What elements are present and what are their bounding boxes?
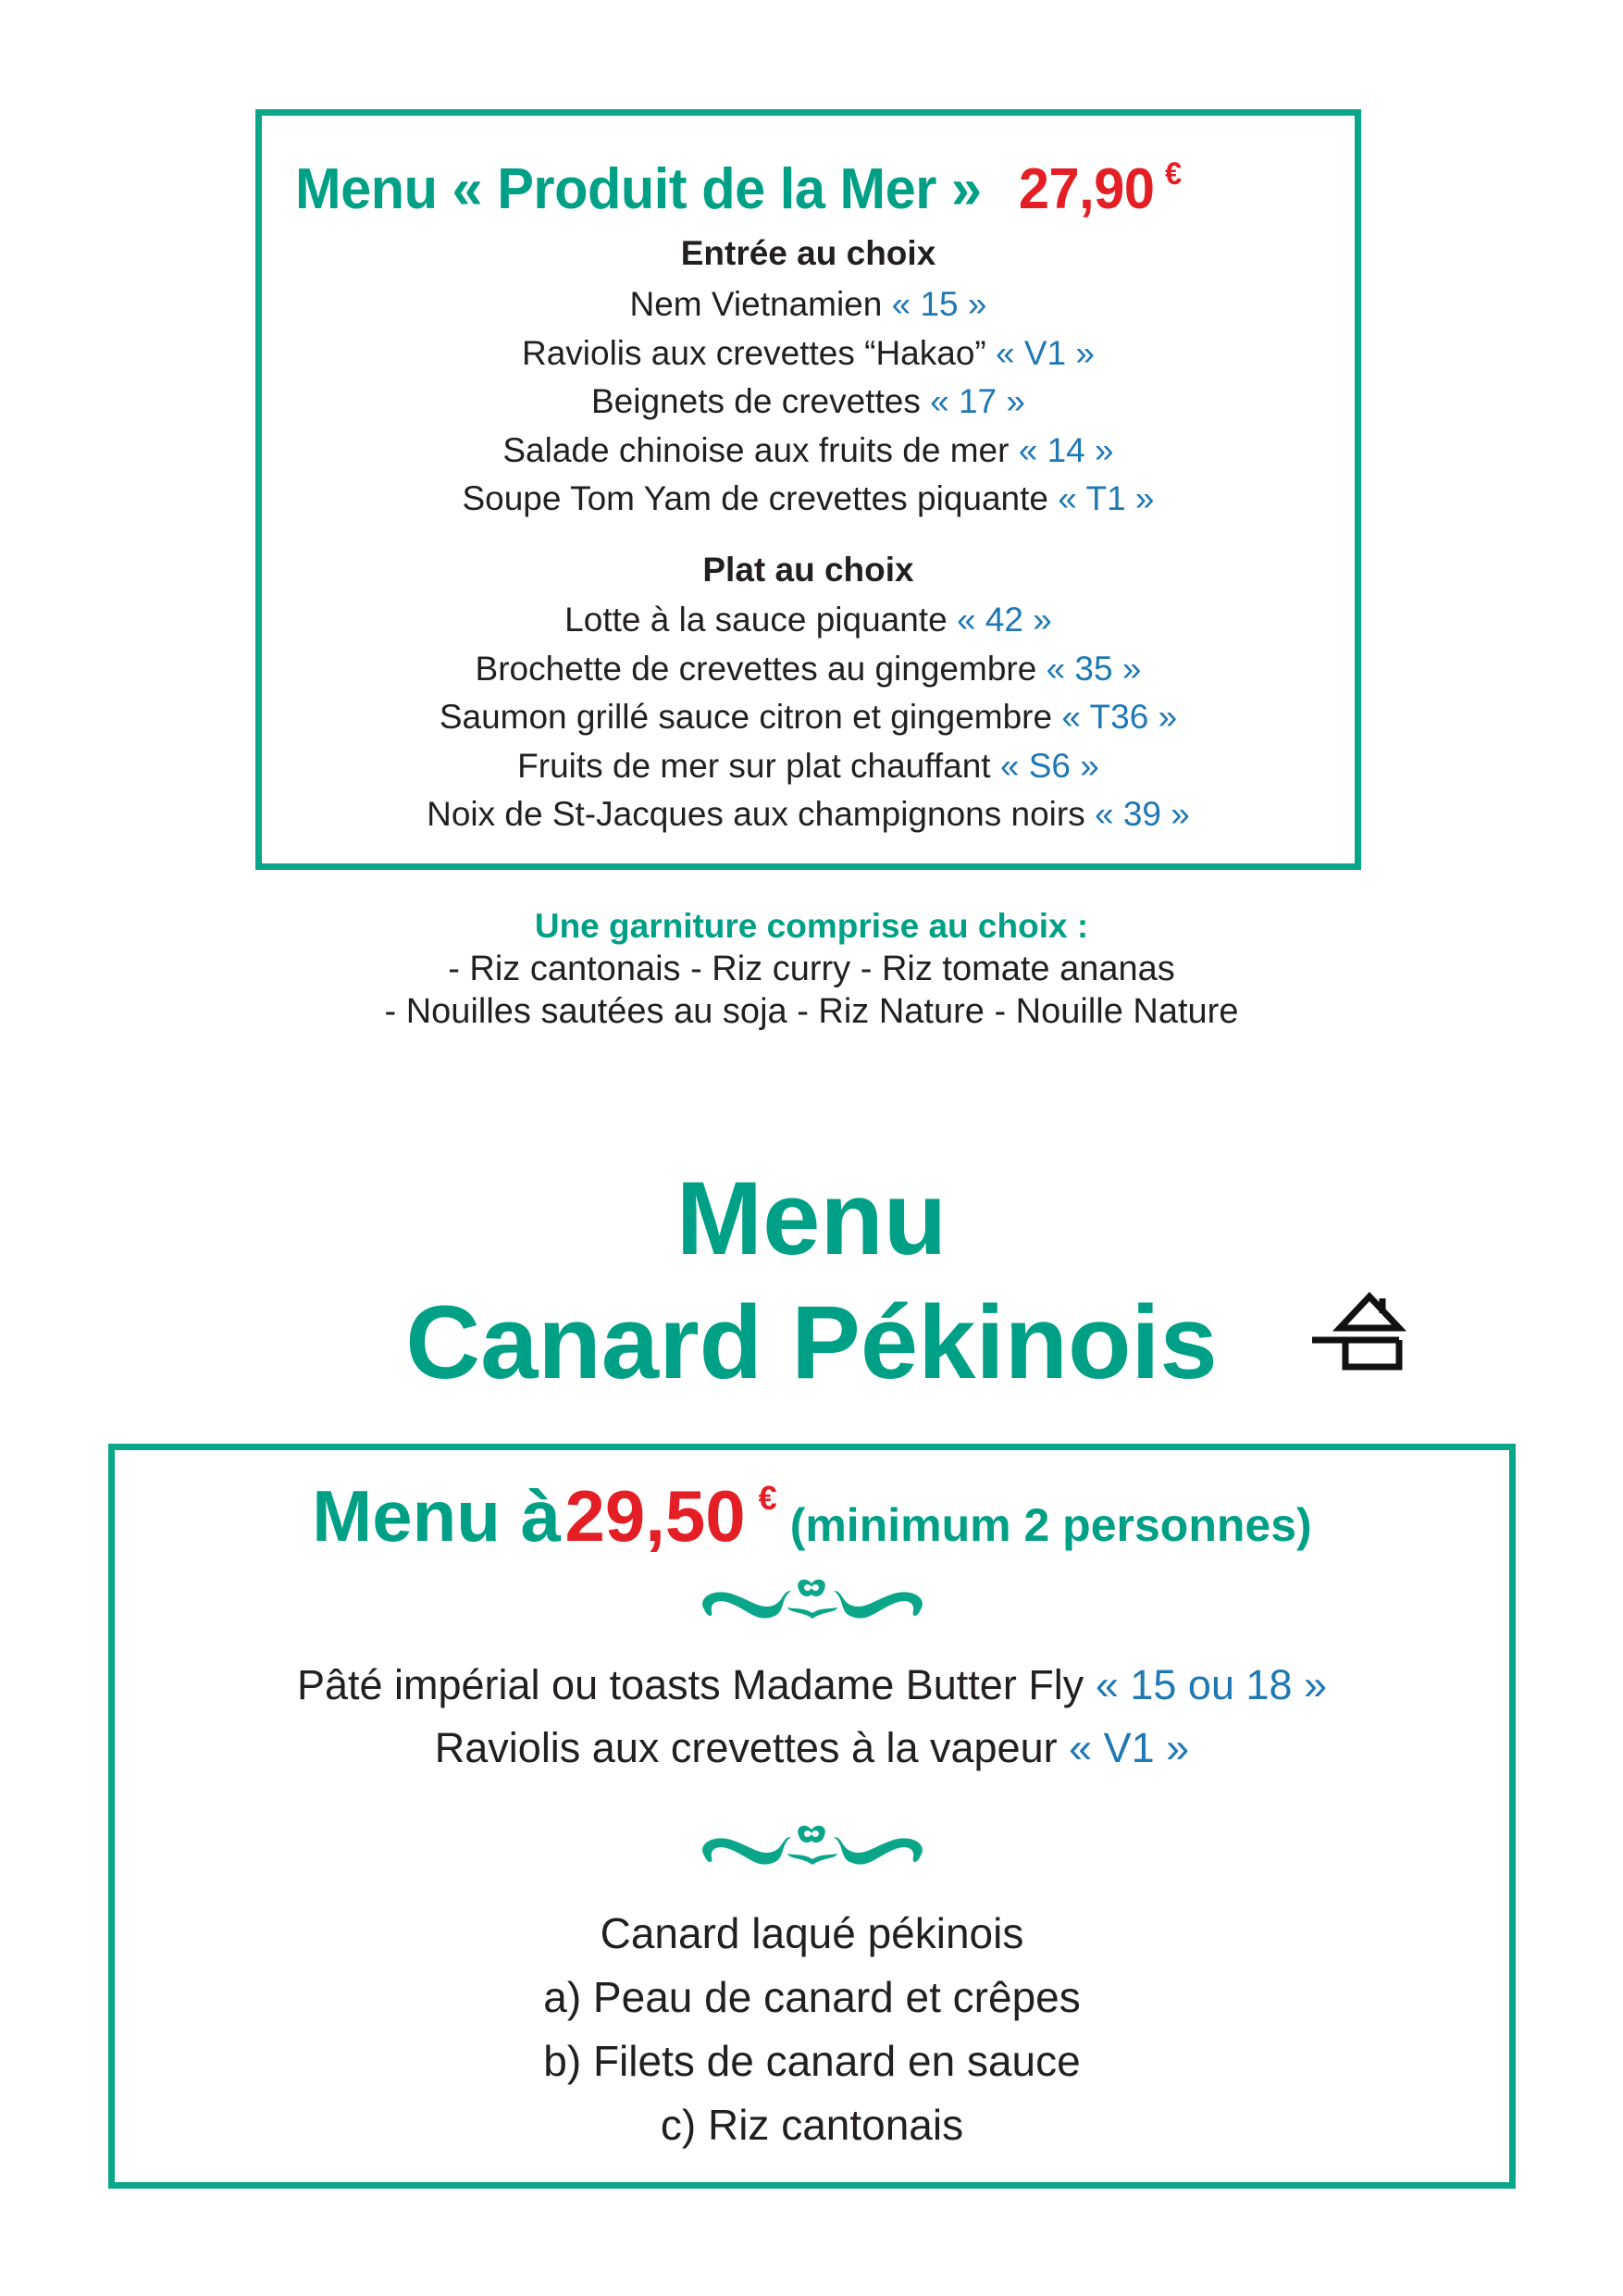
garniture-title: Une garniture comprise au choix :	[534, 907, 1089, 945]
menu-canard-heading-line1: Menu	[675, 1160, 948, 1276]
plat-list	[262, 596, 1355, 839]
menu-mer-currency: €	[1164, 156, 1182, 192]
dish-item	[262, 645, 1355, 694]
dish-item	[115, 1654, 1509, 1717]
menu-mer-title-line	[295, 156, 1182, 222]
dish-name: Raviolis aux crevettes à la vapeur	[434, 1724, 1058, 1771]
dish-ref: « T36 »	[1061, 698, 1178, 736]
dish-ref: « V1 »	[1069, 1724, 1190, 1771]
menu-canard-heading-line2: Canard Pékinois	[405, 1285, 1218, 1400]
dish-ref: « 17 »	[930, 382, 1025, 420]
garniture-options	[0, 948, 1623, 1033]
dish-ref: « T1 »	[1058, 479, 1155, 517]
dish-ref: « 14 »	[1018, 430, 1114, 469]
dish-item	[262, 475, 1355, 524]
flourish-ornament-icon	[688, 1570, 937, 1635]
menu-canard-entrees	[115, 1654, 1509, 1780]
dish-item	[262, 693, 1355, 742]
dish-item: Canard laqué pékinois	[600, 1909, 1024, 1957]
menu-mer-price: 27,90	[1018, 157, 1155, 221]
dish-ref: « 15 ou 18 »	[1095, 1661, 1328, 1708]
menu-canard-box	[108, 1444, 1516, 2189]
dish-ref: « S6 »	[999, 746, 1099, 785]
menu-mer-title: Menu « Produit de la Mer »	[295, 157, 982, 221]
dish-name: Salade chinoise aux fruits de mer	[502, 430, 1010, 469]
dish-item: b) Filets de canard en sauce	[543, 2037, 1081, 2085]
entree-list	[262, 280, 1355, 524]
entree-heading: Entrée au choix	[680, 234, 936, 272]
plat-heading: Plat au choix	[702, 551, 914, 589]
fait-maison-house-icon	[1312, 1291, 1423, 1384]
dish-item	[262, 427, 1355, 476]
dish-ref: « 42 »	[956, 601, 1052, 639]
garniture-line: - Nouilles sautées au soja - Riz Nature - Nouille Nature	[384, 992, 1239, 1031]
dish-ref: « 39 »	[1095, 795, 1190, 833]
menu-canard-plats	[115, 1902, 1509, 2157]
dish-item	[115, 1717, 1509, 1780]
dish-item	[262, 790, 1355, 839]
menu-produit-de-la-mer-box	[255, 109, 1361, 870]
menu-canard-price: 29,50	[564, 1475, 746, 1557]
garniture-line: - Riz cantonais - Riz curry - Riz tomate ananas	[448, 949, 1175, 988]
dish-item	[262, 329, 1355, 379]
dish-name: Noix de St-Jacques aux champignons noirs	[427, 795, 1085, 833]
dish-name: Raviolis aux crevettes “Hakao”	[521, 333, 986, 372]
dish-ref: « 35 »	[1046, 649, 1142, 688]
dish-name: Fruits de mer sur plat chauffant	[517, 746, 991, 785]
dish-ref: « V1 »	[996, 333, 1095, 372]
dish-item: a) Peau de canard et crêpes	[543, 1973, 1081, 2021]
dish-item	[262, 742, 1355, 791]
dish-name: Saumon grillé sauce citron et gingembre	[439, 698, 1053, 736]
dish-item	[262, 596, 1355, 645]
dish-item: c) Riz cantonais	[660, 2101, 964, 2149]
menu-canard-currency: €	[758, 1479, 777, 1517]
flourish-ornament-icon	[688, 1817, 937, 1881]
dish-name: Soupe Tom Yam de crevettes piquante	[462, 479, 1048, 517]
menu-canard-title-line	[115, 1474, 1509, 1558]
dish-ref: « 15 »	[891, 285, 987, 323]
menu-canard-condition: (minimum 2 personnes)	[789, 1499, 1312, 1551]
dish-item	[262, 378, 1355, 427]
garniture-section	[0, 905, 1623, 1033]
dish-name: Beignets de crevettes	[591, 382, 921, 420]
menu-canard-title-prefix: Menu à	[312, 1475, 561, 1557]
dish-item	[262, 280, 1355, 329]
dish-name: Brochette de crevettes au gingembre	[475, 649, 1037, 688]
dish-name: Pâté impérial ou toasts Madame Butter Fly	[296, 1661, 1084, 1708]
dish-name: Nem Vietnamien	[629, 285, 883, 323]
dish-name: Lotte à la sauce piquante	[564, 601, 948, 639]
